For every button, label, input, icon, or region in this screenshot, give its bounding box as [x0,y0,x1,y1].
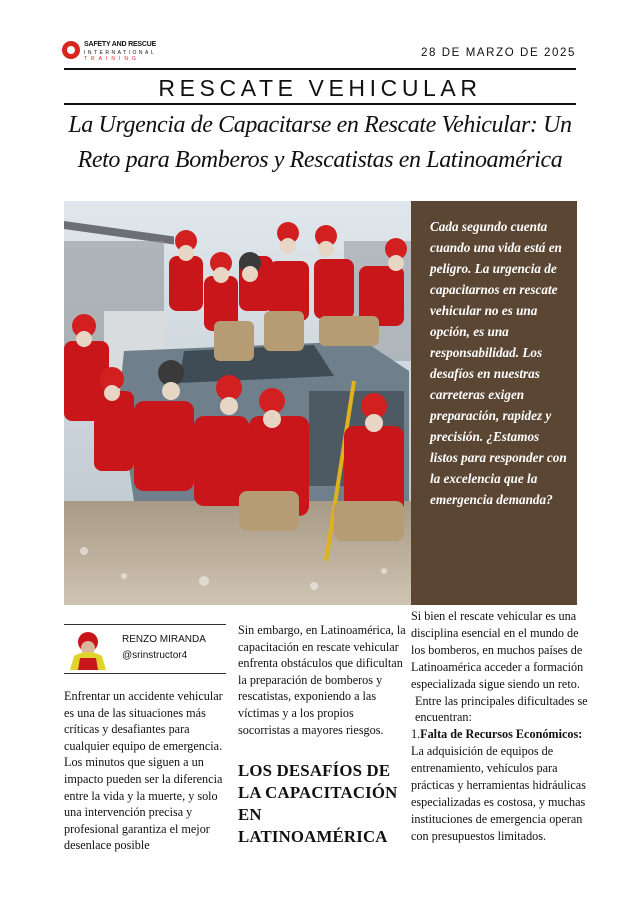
headline: La Urgencia de Capacitarse en Rescate Vehicular: Un Reto para Bomberos y Rescatistas en Latinoamérica [68,112,572,173]
brand-line-2: INTERNATIONAL [84,50,157,56]
brand-logo [62,40,162,62]
author-name: RENZO MIRANDA [122,634,206,645]
team-photo-illustration [64,201,411,605]
section-title: RESCATE VEHICULAR [158,75,482,101]
body-column-2: Sin embargo, en Latinoamérica, la capacitación en rescate vehicular enfrenta obstáculos que dificultan la preparación de bomberos y rescatistas, exponiendo a las víctimas y a los propios socorristas a mayores riesgos. [238,623,406,737]
column-3-paragraph-1: Si bien el rescate vehicular es una disciplina esencial en el mundo de los bomberos, en muchos países de Latinoamérica acceder a formación especializada sigue siendo un reto. [411,609,584,691]
list-item-text: La adquisición de equipos de entrenamiento, vehículos para prácticas y herramientas hidráulicas especializadas es costosa, y muchas instituciones de emergencia operan con presupuestos limitados. [411,744,586,843]
issue-date: 28 DE MARZO DE 2025 [420,47,576,59]
pull-quote: Cada segundo cuenta cuando una vida está en peligro. La urgencia de capacitarnos en rescate vehicular no es una opción, es una responsabilidad. Los desafíos en nuestras carreteras exigen preparación, rapidez y precisión. ¿Estamos listos para responder con la excelencia que la emergencia demanda? [430,219,567,507]
body-column-1: Enfrentar un accidente vehicular es una de las situaciones más críticas y desafiantes para cualquier equipo de emergencia. Los minutos que siguen a un impacto pueden ser la diferencia entre la vida y la muerte, y solo una intervención precisa y profesional garantiza el mejor desenlace posible [64,689,223,853]
body-column-3 [411,608,589,845]
author-avatar [64,630,106,670]
author-avatar-icon [64,630,106,670]
team-photo [64,201,411,605]
list-item-title: Falta de Recursos Económicos: [420,727,583,742]
list-item-number: 1. [411,727,421,742]
section-rule [64,103,576,105]
column-heading: LOS DESAFÍOS DE LA CAPACITACIÓN EN LATINOAMÉRICA [238,761,398,846]
brand-line-3: TRAINING [84,56,140,62]
author-top-rule [64,624,226,625]
author-handle: @srinstructor4 [122,650,188,661]
author-bottom-rule [64,673,226,674]
top-rule [64,68,576,70]
brand-emblem-icon [62,41,80,59]
column-3-list-item [411,726,589,844]
column-3-paragraph-2: Entre las principales dificultades se encuentran: [415,693,588,725]
brand-name: SAFETY AND RESCUE [84,41,157,48]
